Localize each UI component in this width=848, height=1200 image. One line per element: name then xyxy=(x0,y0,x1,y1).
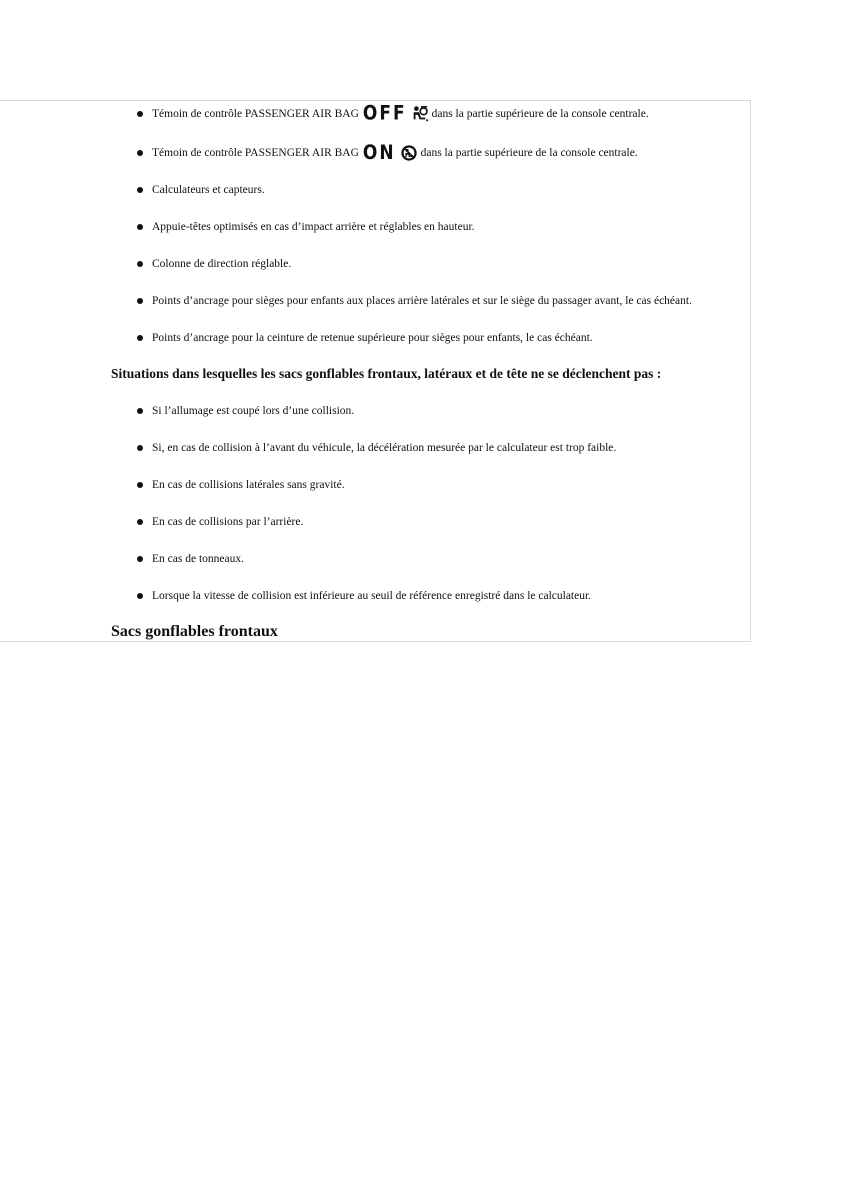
bullet-icon xyxy=(137,335,143,341)
list-item-text: En cas de tonneaux. xyxy=(152,553,244,565)
bullet-icon xyxy=(137,519,143,525)
bullet-icon xyxy=(137,556,143,562)
section-heading: Sacs gonflables frontaux xyxy=(111,623,278,640)
list-item-text: Points d’ancrage pour sièges pour enfants aux places arrière latérales et sur le siège du passager avant, le cas échéant. xyxy=(152,295,692,307)
off-indicator-label: OFF xyxy=(362,102,407,126)
list-item-text: dans la partie supérieure de la console centrale. xyxy=(431,108,649,120)
list-item-text: Témoin de contrôle PASSENGER AIR BAG xyxy=(152,147,359,159)
list-item-text: Si l’allumage est coupé lors d’une collision. xyxy=(152,405,355,417)
bullet-icon xyxy=(137,261,143,267)
list-item-text: Calculateurs et capteurs. xyxy=(152,184,265,196)
list-item-text: dans la partie supérieure de la console centrale. xyxy=(420,147,638,159)
list-item-text: Lorsque la vitesse de collision est inférieure au seuil de référence enregistré dans le calculateur. xyxy=(152,590,592,602)
list-item-text: Appuie-têtes optimisés en cas d’impact arrière et réglables en hauteur. xyxy=(152,221,475,233)
bullet-icon xyxy=(137,408,143,414)
bullet-icon xyxy=(137,482,143,488)
bullet-icon xyxy=(137,445,143,451)
list-item-text: En cas de collisions latérales sans gravité. xyxy=(152,479,345,491)
bullet-icon xyxy=(137,593,143,599)
bullet-icon xyxy=(137,111,143,117)
list-item-text: Témoin de contrôle PASSENGER AIR BAG xyxy=(152,108,359,120)
bullet-icon xyxy=(137,298,143,304)
list-item-text: Si, en cas de collision à l’avant du véhicule, la décélération mesurée par le calculateur est trop faible. xyxy=(152,442,617,454)
list-item-text: Colonne de direction réglable. xyxy=(152,258,292,270)
list-item-text: En cas de collisions par l’arrière. xyxy=(152,516,304,528)
bullet-icon xyxy=(137,150,143,156)
airbag-passenger-icon xyxy=(411,105,429,123)
bullet-icon xyxy=(137,187,143,193)
list-item-text: Points d’ancrage pour la ceinture de retenue supérieure pour sièges pour enfants, le cas échéant. xyxy=(152,332,593,344)
situations-heading: Situations dans lesquelles les sacs gonflables frontaux, latéraux et de tête ne se déclenchent pas : xyxy=(111,366,662,381)
on-indicator-label: ON xyxy=(362,141,396,165)
bullet-icon xyxy=(137,224,143,230)
airbag-on-icon xyxy=(400,144,418,162)
